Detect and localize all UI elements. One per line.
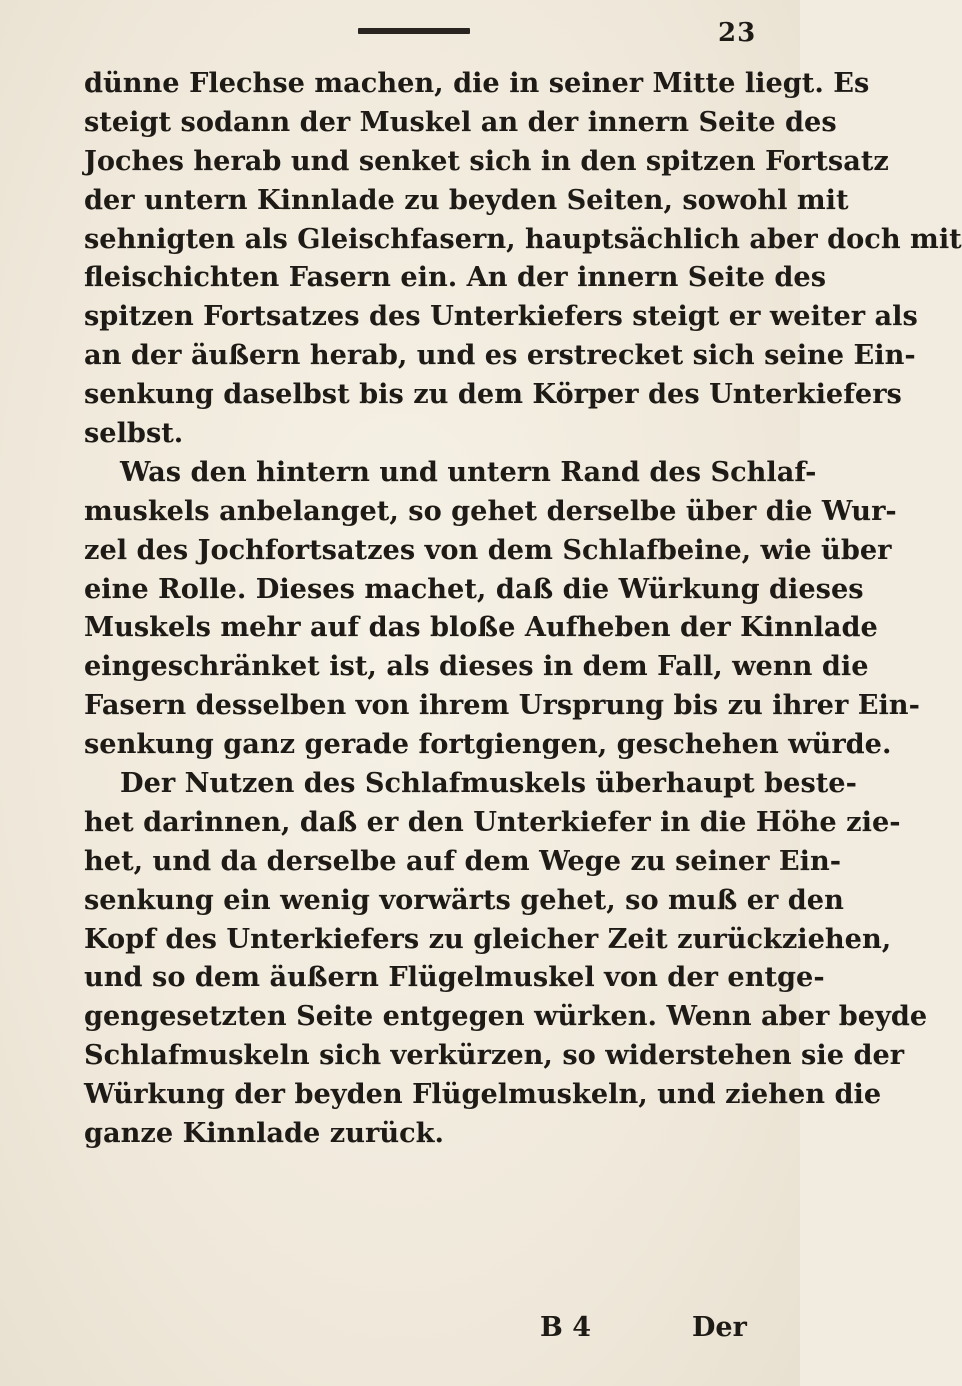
text-line: senkung ein wenig vorwärts gehet, so muß er den: [84, 883, 844, 916]
text-line: muskels anbelanget, so gehet derselbe über die Wur-: [84, 494, 897, 527]
text-line: an der äußern herab, und es erstrecket sich seine Ein-: [84, 339, 916, 372]
paragraph-start-line: Was den hintern und untern Rand des Schlaf-: [120, 455, 817, 488]
text-line: steigt sodann der Muskel an der innern Seite des: [84, 105, 837, 138]
text-line: Kopf des Unterkiefers zu gleicher Zeit zurückziehen,: [84, 922, 892, 955]
text-line: Fasern desselben von ihrem Ursprung bis zu ihrer Ein-: [84, 689, 920, 722]
text-line: het, und da derselbe auf dem Wege zu seiner Ein-: [84, 844, 842, 877]
text-line: Joches herab und senket sich in den spitzen Fortsatz: [84, 144, 889, 177]
body-text: [84, 64, 962, 1153]
catchword: Der: [692, 1312, 747, 1343]
text-line: senkung daselbst bis zu dem Körper des Unterkiefers: [84, 378, 902, 411]
text-line: zel des Jochfortsatzes von dem Schlafbeine, wie über: [84, 533, 892, 566]
text-line: spitzen Fortsatzes des Unterkiefers steigt er weiter als: [84, 300, 918, 333]
text-line: dünne Flechse machen, die in seiner Mitte liegt. Es: [84, 67, 870, 99]
text-line: eingeschränket ist, als dieses in dem Fall, wenn die: [84, 650, 869, 683]
page-number: 23: [718, 18, 757, 48]
text-line: Würkung der beyden Flügelmuskeln, und ziehen die: [84, 1078, 882, 1111]
text-line: Schlafmuskeln sich verkürzen, so widerstehen sie der: [84, 1039, 905, 1072]
text-line: eine Rolle. Dieses machet, daß die Würkung dieses: [84, 572, 864, 605]
header-rule: [358, 28, 470, 34]
text-line: senkung ganz gerade fortgiengen, geschehen würde.: [84, 728, 892, 761]
text-line: fleischichten Fasern ein. An der innern Seite des: [84, 261, 827, 294]
text-line: und so dem äußern Flügelmuskel von der entge-: [84, 961, 825, 994]
text-line: gengesetzten Seite entgegen würken. Wenn aber beyde: [84, 1000, 928, 1033]
signature-mark: B 4: [540, 1312, 592, 1343]
text-line: selbst.: [84, 417, 184, 450]
text-line: ganze Kinnlade zurück.: [84, 1117, 444, 1150]
text-line: der untern Kinnlade zu beyden Seiten, sowohl mit: [84, 183, 849, 216]
paragraph-start-line: Der Nutzen des Schlafmuskels überhaupt beste-: [120, 767, 857, 800]
text-line: Muskels mehr auf das bloße Aufheben der Kinnlade: [84, 611, 878, 644]
text-line: sehnigten als Gleischfasern, hauptsächlich aber doch mit: [84, 222, 962, 255]
text-line: het darinnen, daß er den Unterkiefer in die Höhe zie-: [84, 805, 901, 838]
